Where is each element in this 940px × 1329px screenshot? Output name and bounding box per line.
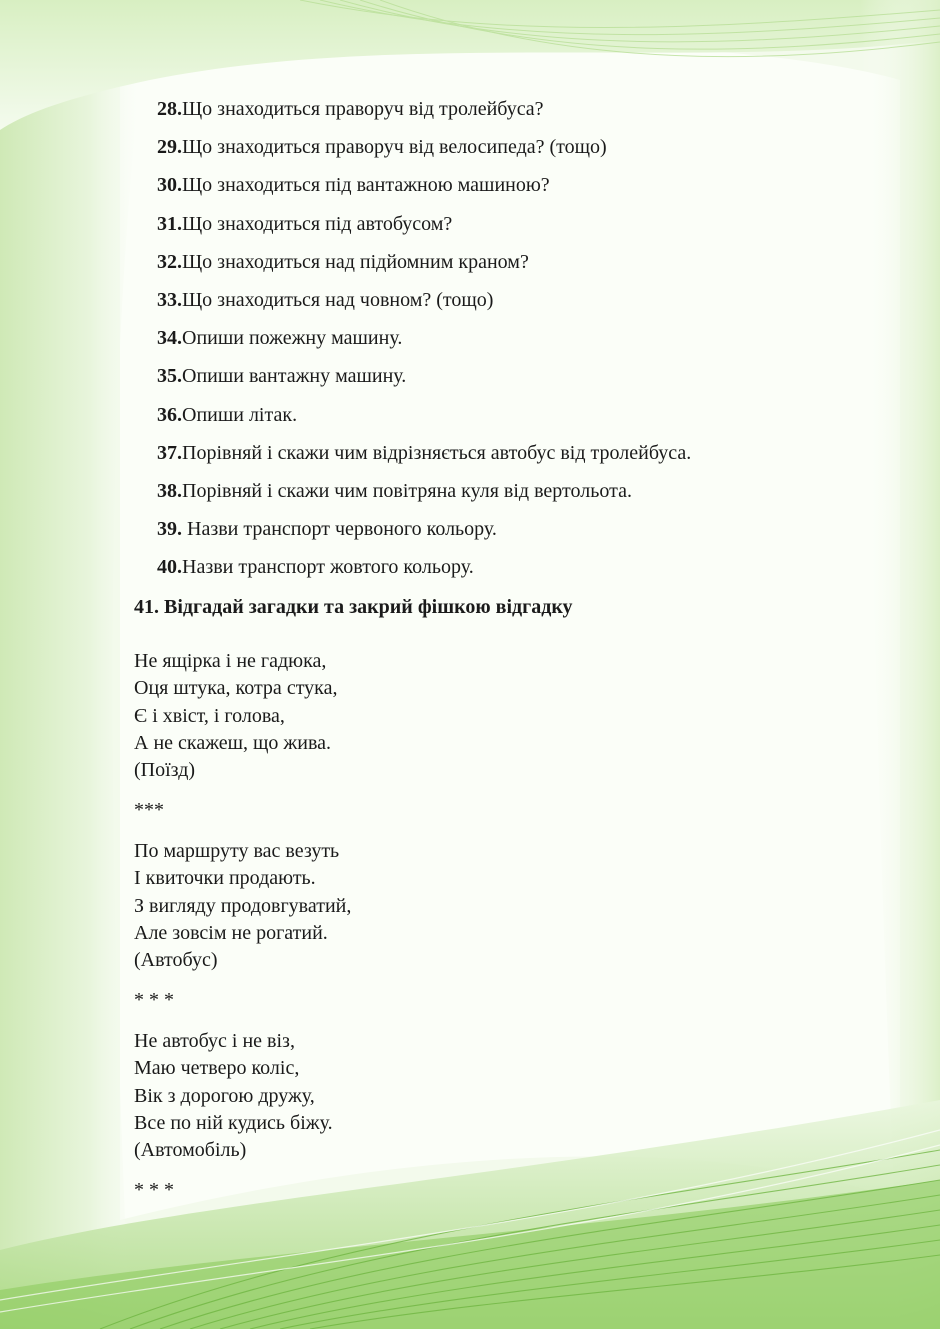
list-item [157,128,691,166]
riddle-block [134,1028,333,1164]
question-text: Опиши вантажну машину. [182,365,407,388]
riddle-line: Не автобус і не віз, [134,1030,295,1052]
question-number: 35. [157,365,182,388]
question-text: Опиши пожежну машину. [182,327,403,350]
riddle-line: Вік з дорогою дружу, [134,1084,315,1107]
question-text: Що знаходиться над човном? (тощо) [182,288,494,311]
list-item [157,510,691,548]
question-text: Що знаходиться під вантажною машиною? [182,174,550,197]
question-text: Назви транспорт червоного кольору. [182,518,497,541]
riddle-block [134,838,351,974]
list-item [157,396,691,434]
riddle-line: Оця штука, котра стука, [134,677,338,700]
riddle-line: Але зовсім не рогатий. [134,921,328,944]
question-number: 33. [157,288,182,311]
question-number: 29. [157,136,182,159]
riddle-answer: (Автомобіль) [134,1139,247,1162]
list-item [157,281,691,319]
question-text: Що знаходиться під автобусом? [182,212,453,235]
list-item [157,357,691,395]
riddle-line: З вигляду продовгуватий, [134,894,352,917]
riddle-line: А не скажеш, що жива. [134,731,332,754]
riddle-line: По маршруту вас везуть [134,840,340,862]
question-number: 39. [157,518,182,541]
question-number: 36. [157,403,182,426]
list-item [157,472,691,510]
list-item [157,548,691,586]
separator: * * * [134,989,174,1011]
question-number: 34. [157,327,182,350]
riddle-block [134,648,337,784]
question-number: 40. [157,556,182,579]
riddle-line: Є і хвіст, і голова, [134,704,285,727]
list-item [157,90,691,128]
question-number: 28. [157,98,182,120]
riddle-answer: (Автобус) [134,949,218,972]
question-text: Назви транспорт жовтого кольору. [182,556,474,579]
list-item [157,205,691,243]
riddle-line: Все по ній кудись біжу. [134,1111,333,1134]
riddle-line: Не ящірка і не гадюка, [134,650,327,672]
list-item [157,434,691,472]
question-list [157,90,691,586]
riddle-answer: (Поїзд) [134,759,196,782]
question-text: Що знаходиться праворуч від тролейбуса? [182,98,544,120]
list-item [157,243,691,281]
list-item [157,166,691,204]
question-number: 37. [157,441,182,464]
question-number: 38. [157,479,182,502]
question-number: 30. [157,174,182,197]
separator: *** [134,799,164,821]
question-number: 32. [157,250,182,273]
riddle-line: Маю четверо коліс, [134,1057,300,1080]
question-number: 31. [157,212,182,235]
section-heading: 41. Відгадай загадки та закрий фішкою відгадку [134,596,573,618]
list-item [157,319,691,357]
separator: * * * [134,1179,174,1201]
question-text: Що знаходиться праворуч від велосипеда? (тощо) [182,136,607,159]
question-text: Опиши літак. [182,403,298,426]
question-text: Порівняй і скажи чим повітряна куля від вертольота. [182,479,632,502]
question-text: Що знаходиться над підйомним краном? [182,250,529,273]
question-text: Порівняй і скажи чим відрізняється автобус від тролейбуса. [182,441,692,464]
riddle-line: І квиточки продають. [134,867,316,890]
